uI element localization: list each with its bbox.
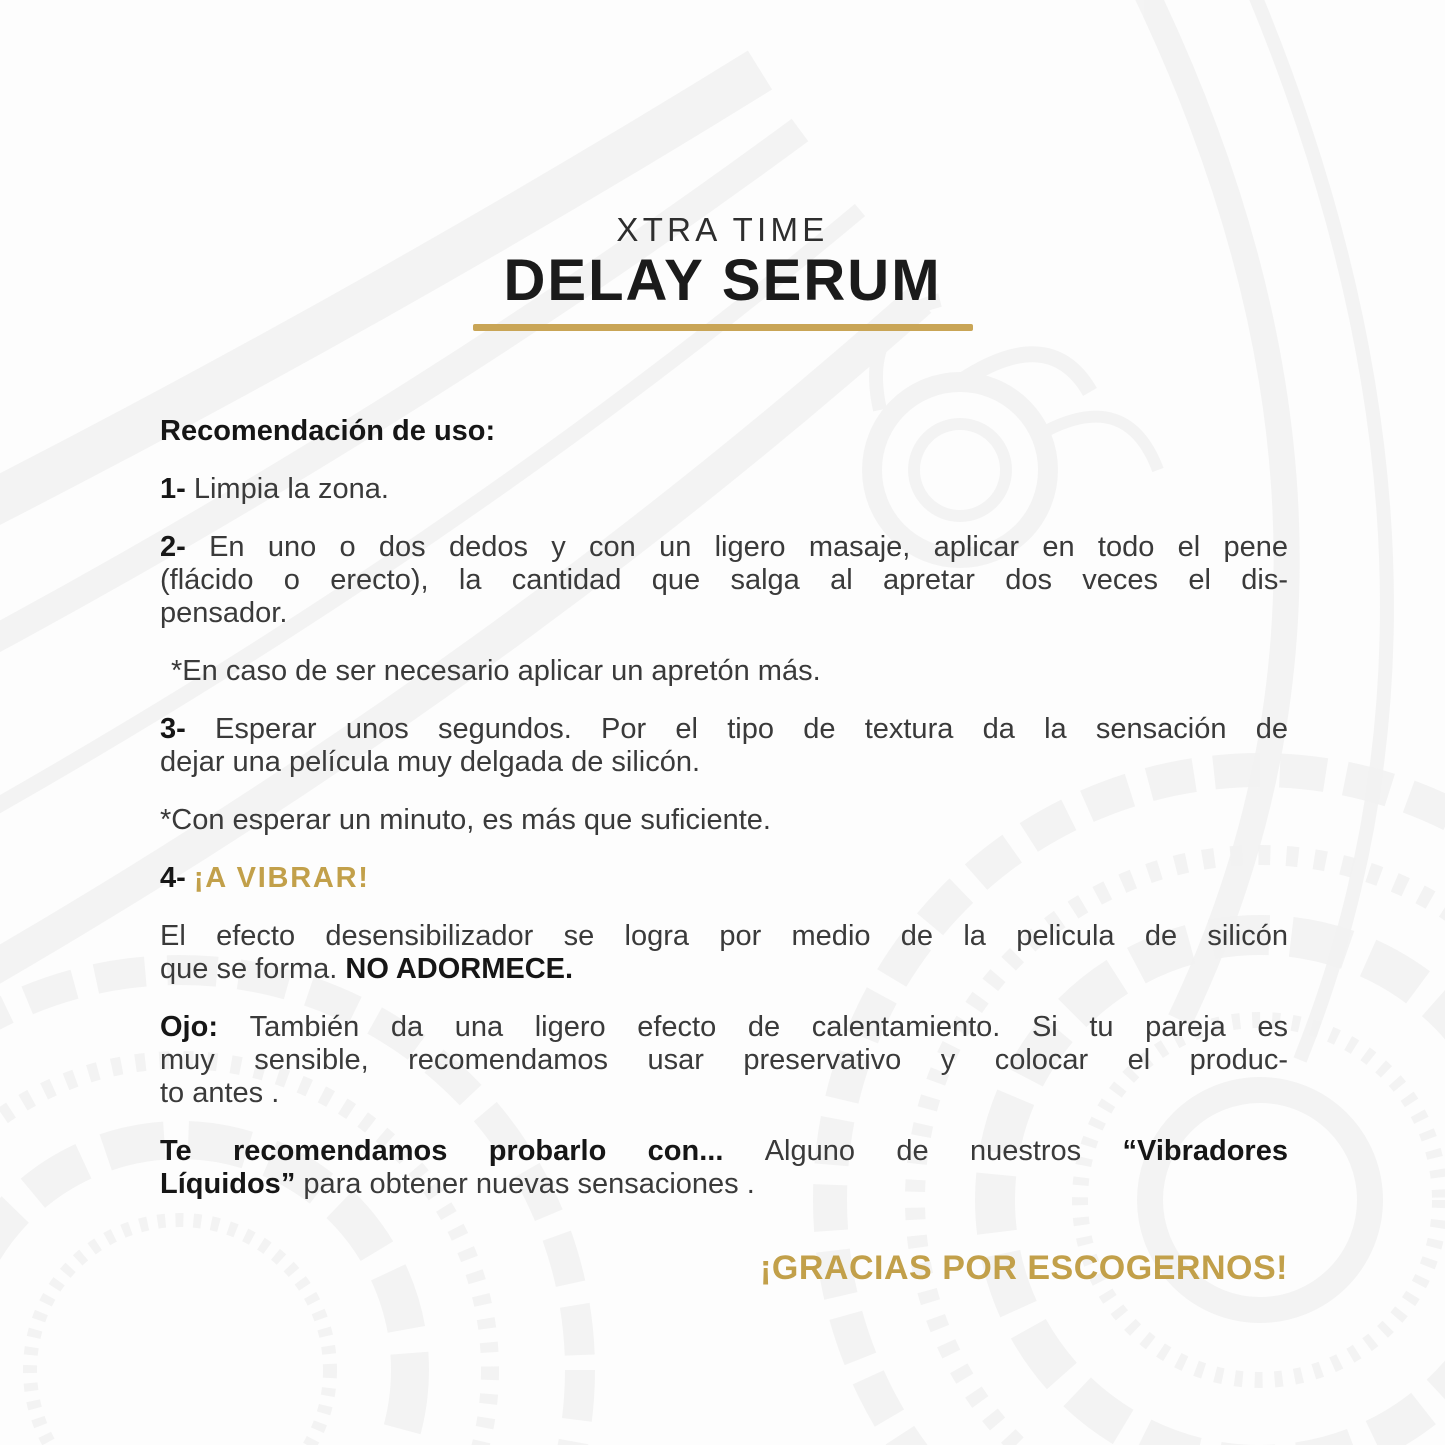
brand-name: XTRA TIME: [616, 211, 829, 248]
text-line: [160, 597, 1288, 630]
text-line: [160, 415, 1288, 448]
text-line: [160, 1077, 1288, 1110]
text-segment: En uno o dos dedos y con un ligero masaje, aplicar en todo el pene: [209, 531, 1288, 563]
text-segment: Líquidos”: [160, 1168, 296, 1200]
text-segment: to antes .: [160, 1077, 280, 1109]
text-segment: Te recomendamos probarlo con...: [160, 1135, 765, 1167]
paragraph: [160, 862, 1288, 895]
paragraph: [160, 1135, 1288, 1201]
paragraph: [160, 1011, 1288, 1110]
text-segment: 2-: [160, 531, 210, 563]
text-line: [160, 655, 1288, 688]
text-line: [160, 1135, 1288, 1168]
text-segment: ¡A VIBRAR!: [193, 862, 370, 894]
text-segment: 4-: [160, 862, 194, 894]
text-segment: muy sensible, recomendamos usar preservativo y colocar el produc-: [160, 1044, 1288, 1076]
paragraph: [160, 473, 1288, 506]
text-segment: dejar una película muy delgada de silicón.: [160, 746, 701, 778]
paragraph: [160, 655, 1288, 688]
text-line: [160, 713, 1288, 746]
text-line: [160, 531, 1288, 564]
header: [0, 0, 1445, 331]
text-segment: *Con esperar un minuto, es más que suficiente.: [160, 804, 771, 836]
body-paragraphs: [160, 415, 1288, 1201]
text-segment: *En caso de ser necesario aplicar un apretón más.: [171, 655, 821, 687]
thanks-message: ¡GRACIAS POR ESCOGERNOS!: [760, 1249, 1288, 1287]
gold-divider-rule: [473, 324, 973, 331]
text-segment: El efecto desensibilizador se logra por medio de la pelicula de silicón: [160, 920, 1288, 952]
text-line: [160, 862, 1288, 895]
text-segment: Esperar unos segundos. Por el tipo de textura da la sensación de: [215, 713, 1288, 745]
paragraph: [160, 415, 1288, 448]
text-segment: 1-: [160, 473, 194, 505]
text-segment: pensador.: [160, 597, 288, 629]
text-segment: (flácido o erecto), la cantidad que salga al apretar dos veces el dis-: [160, 564, 1288, 596]
text-line: [160, 473, 1288, 506]
text-line: [160, 564, 1288, 597]
text-line: [160, 746, 1288, 779]
text-line: [160, 1044, 1288, 1077]
text-segment: Limpia la zona.: [193, 473, 389, 505]
text-line: [160, 953, 1288, 986]
text-segment: Recomendación de uso:: [160, 415, 496, 447]
text-segment: También da una ligero efecto de calentamiento. Si tu pareja es: [249, 1011, 1289, 1043]
text-segment: que se forma.: [160, 953, 346, 985]
text-segment: Ojo:: [160, 1011, 250, 1043]
text-line: [160, 920, 1288, 953]
text-segment: 3-: [160, 713, 216, 745]
paragraph: [160, 531, 1288, 630]
text-line: [160, 1168, 1288, 1201]
paragraph: [160, 920, 1288, 986]
text-segment: “Vibradores: [1122, 1135, 1288, 1167]
paragraph: [160, 804, 1288, 837]
text-segment: NO ADORMECE.: [345, 953, 574, 985]
text-segment: para obtener nuevas sensaciones .: [295, 1168, 755, 1200]
text-segment: Alguno de nuestros: [764, 1135, 1123, 1167]
paragraph: [160, 713, 1288, 779]
text-line: [160, 804, 1288, 837]
text-line: [160, 1011, 1288, 1044]
product-title: DELAY SERUM: [503, 248, 942, 313]
